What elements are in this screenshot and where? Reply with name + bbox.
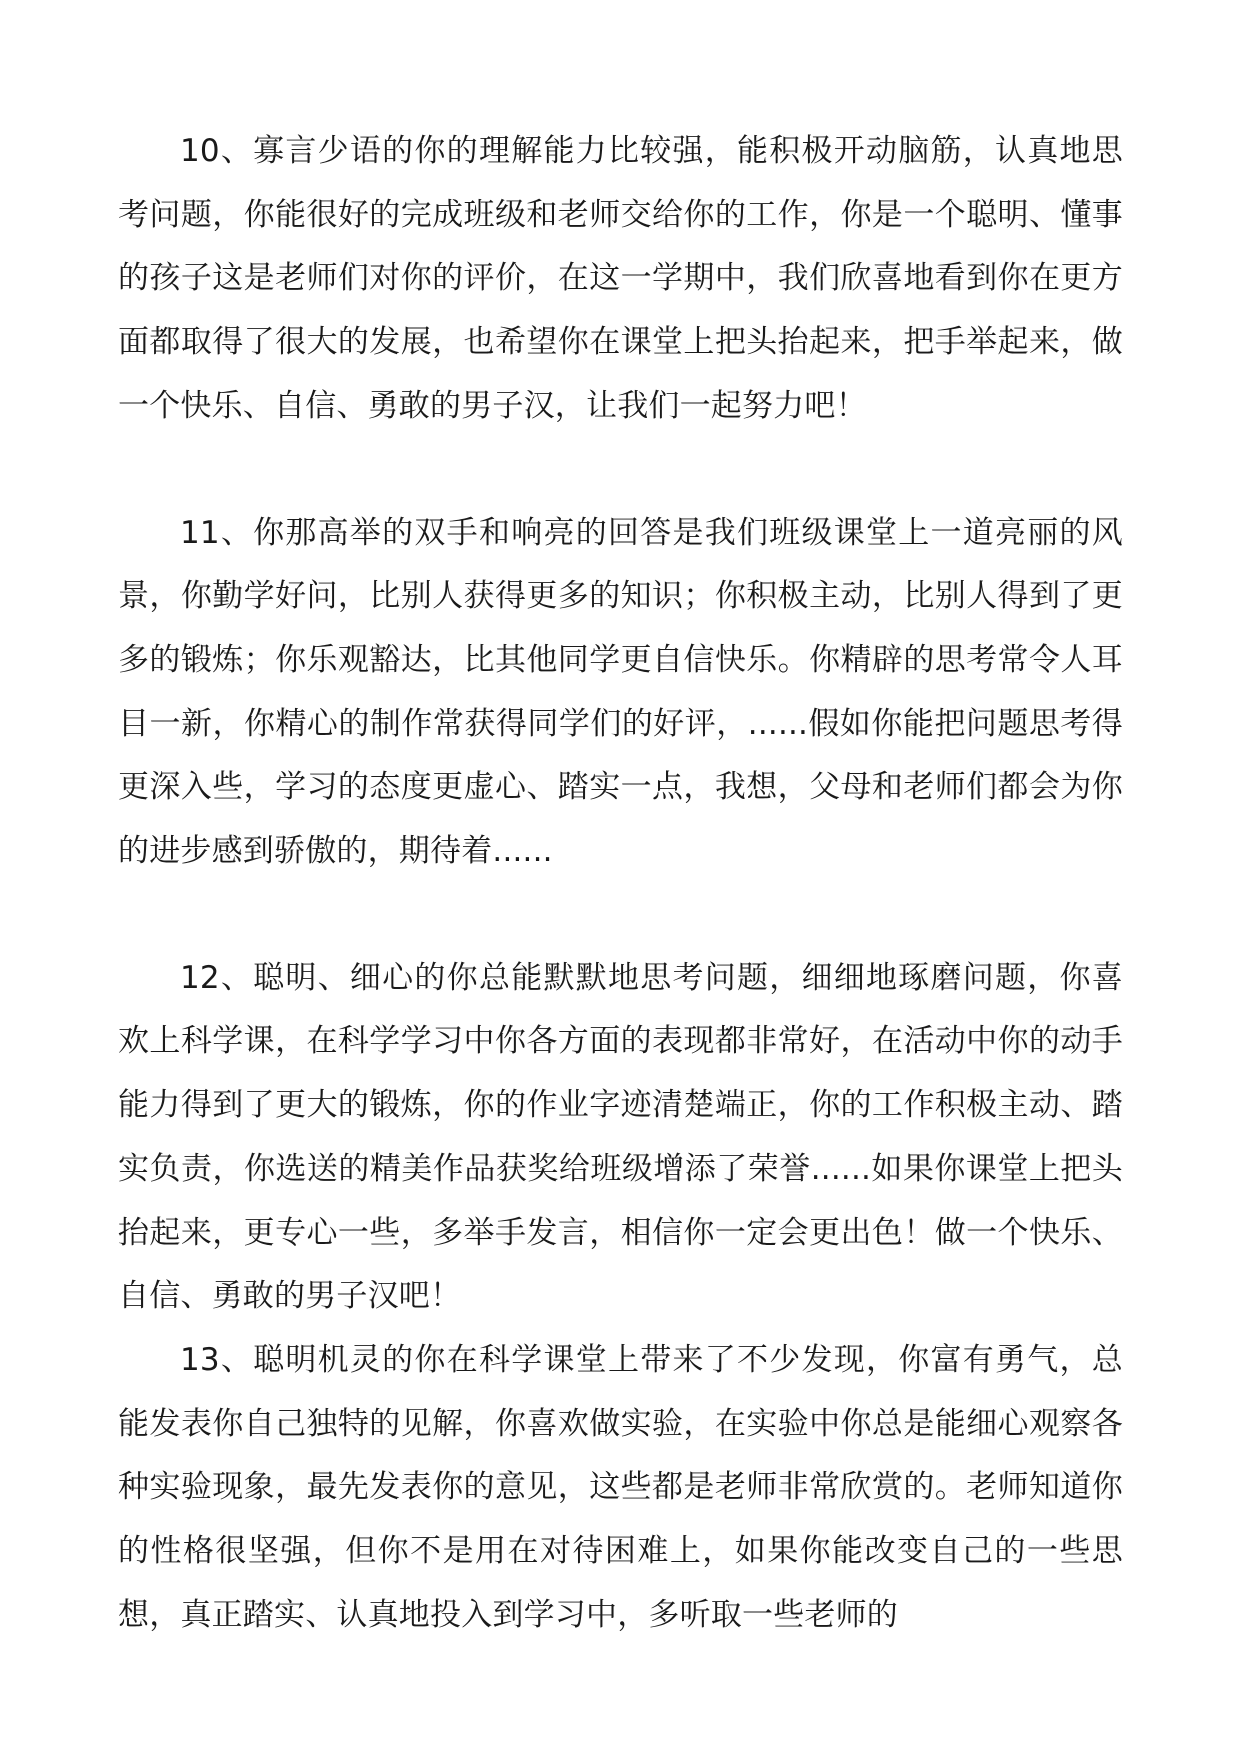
paragraph-spacer: [118, 884, 1123, 947]
document-page: [118, 120, 1123, 1647]
comment-paragraph-12: 12、聪明、细心的你总能默默地思考问题，细细地琢磨问题，你喜欢上科学课，在科学学习中你各方面的表现都非常好，在活动中你的动手能力得到了更大的锻炼，你的作业字迹清楚端正，你的工作积极主动、踏实负责，你选送的精美作品获奖给班级增添了荣誉......如果你课堂上把头抬起来，更专心一些，多举手发言，相信你一定会更出色！做一个快乐、自信、勇敢的男子汉吧！: [118, 959, 1123, 1315]
paragraph-spacer: [118, 439, 1123, 502]
comment-paragraph-13: 13、聪明机灵的你在科学课堂上带来了不少发现，你富有勇气，总能发表你自己独特的见解，你喜欢做实验，在实验中你总是能细心观察各种实验现象，最先发表你的意见，这些都是老师非常欣赏的。老师知道你的性格很坚强，但你不是用在对待困难上，如果你能改变自己的一些思想，真正踏实、认真地投入到学习中，多听取一些老师的: [118, 1341, 1123, 1633]
comment-paragraph-10: 10、寡言少语的你的理解能力比较强，能积极开动脑筋，认真地思考问题，你能很好的完成班级和老师交给你的工作，你是一个聪明、懂事的孩子这是老师们对你的评价，在这一学期中，我们欣喜地看到你在更方面都取得了很大的发展，也希望你在课堂上把头抬起来，把手举起来，做一个快乐、自信、勇敢的男子汉，让我们一起努力吧！: [118, 133, 1123, 424]
comment-paragraph-11: 11、你那高举的双手和响亮的回答是我们班级课堂上一道亮丽的风景，你勤学好问，比别人获得更多的知识；你积极主动，比别人得到了更多的锻炼；你乐观豁达，比其他同学更自信快乐。你精辟的思考常令人耳目一新，你精心的制作常获得同学们的好评，......假如你能把问题思考得更深入些，学习的态度更虚心、踏实一点，我想，父母和老师们都会为你的进步感到骄傲的，期待着......: [118, 514, 1123, 870]
